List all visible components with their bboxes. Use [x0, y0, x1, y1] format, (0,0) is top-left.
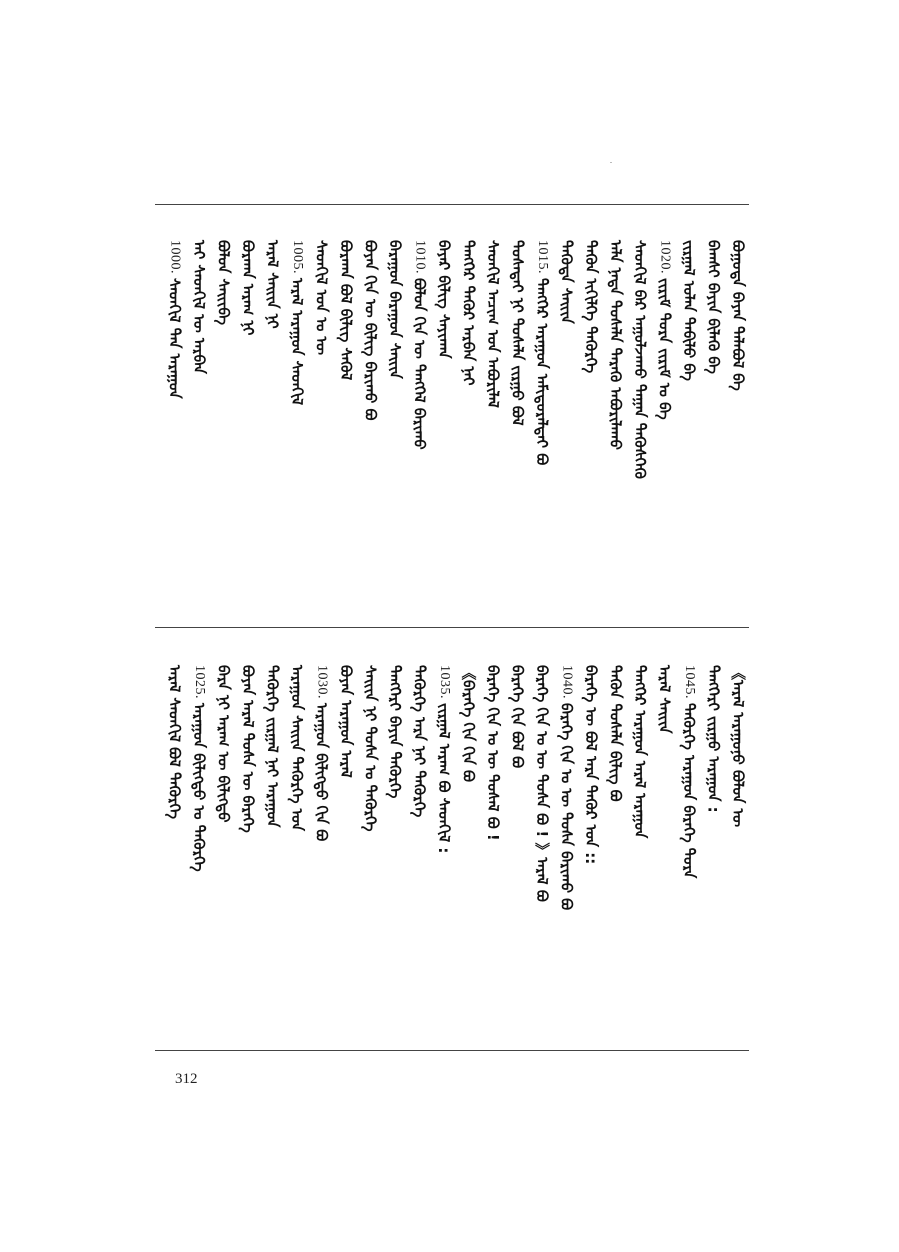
- verse-line: ᠲᠡᠩᠭᠡᠷ ᠲᠡᠭᠦᠷ ᠠᠷᠪᠠᠨ ᠨᠠᠢ: [459, 240, 478, 386]
- verse-line: ᠪᠤᠯᠤᠨ ᠰᠠᠢᠢᠪᠠ: [214, 240, 233, 326]
- verse-line: ᠠᠷᠠᠯ ᠰᠠᠢᠢᠨ: [655, 665, 674, 734]
- verse-line: ᠲᠤᠰᠠᠲᠠᠢ ᠨᠢ ᠲᠤᠰᠠᠯᠠ ᠵᠢᠷᠭᠤ ᠪᠣᠯ: [508, 240, 527, 426]
- verse-column-content: [363, 665, 379, 832]
- page-number: 312: [175, 1071, 198, 1087]
- verse-line: ᠰᠡᠳᠬᠢᠯ ᠠᠴᠢᠭ ᠤᠨ ᠠᠪᠤᠷᠢᠯᠠᠯ: [484, 240, 502, 408]
- verse-column-content: [510, 665, 526, 768]
- verse-column-content: [559, 240, 575, 324]
- upper-verse-block: [155, 240, 749, 620]
- line-number: 1015.: [535, 240, 550, 274]
- verse-column-content: [167, 240, 183, 399]
- verse-line: ᠪᠤᠶᠠᠨ ᠬᠢᠨ ᠦ ᠪᠢᠯᠢᠭ ᠪᠠᠷᠢᠬᠤ ᠪᠣ: [361, 240, 380, 421]
- verse-line: ᠪᠡᠷᠡᠭᠡ ᠦ ᠪᠣᠯ ᠠᠷᠠ ᠲᠡᠭᠦᠷ ᠤᠨ ::: [582, 665, 600, 865]
- verse-line: ᠪᠡᠷᠡᠭᠡ ᠬᠢᠨ ᠪᠣᠯ ᠪᠣ: [508, 665, 527, 769]
- verse-line: ᠠᠢ ᠰᠡᠳᠬᠢᠯ ᠦ ᠠᠷᠪᠠᠨ: [190, 240, 208, 374]
- verse-column-content: [191, 240, 207, 374]
- bottom-rule: [155, 1050, 749, 1051]
- verse-column-content: [289, 240, 305, 405]
- verse-column-content: [289, 665, 305, 831]
- line-number: 1025.: [192, 665, 207, 699]
- verse-line: ᠪᠠᠭᠰᠢ ᠪᠠᠶᠢᠨ ᠪᠢᠯᠡᠭᠦ ᠪᠡ: [704, 240, 723, 374]
- verse-column-content: [730, 240, 746, 391]
- verse-line: 《ᠪᠡᠷᠡᠭᠡ ᠬᠢᠨ ᠬᠢᠨ ᠪᠣ: [459, 665, 478, 782]
- verse-column-content: [608, 240, 624, 450]
- verse-column-content: [412, 240, 428, 450]
- verse-column-content: [338, 665, 354, 778]
- verse-column-content: [240, 665, 256, 833]
- verse-column-content: [632, 665, 648, 838]
- verse-column-content: [706, 240, 722, 374]
- verse-line: ᠲᠡᠭᠦᠨ ᠲᠤᠰᠠᠯᠠ ᠪᠢᠯᠢᠭ ᠪᠣ: [606, 665, 625, 802]
- verse-line: ᠵᠢᠷᠢᠮ ᠳᠤᠷᠠ ᠵᠢᠷᠢᠮ ᠤ ᠪᠡ: [655, 278, 674, 420]
- verse-line: ᠰᠡᠳᠬᠢᠯ ᠲᠡᠨ ᠠᠷᠠᠭᠤᠨ: [165, 278, 184, 399]
- verse-line: ᠪᠡᠷᠡᠭᠡ ᠬᠢᠨ ᠤ ᠦ ᠲᠤᠰᠠ ᠪᠣ ! 》ᠠᠷᠠᠯ ᠪᠣ: [533, 665, 551, 902]
- verse-column-content: [314, 665, 330, 841]
- verse-column-content: [485, 665, 501, 841]
- verse-column-content: [216, 665, 232, 823]
- verse-line: ᠠᠷᠠᠯ ᠠᠷᠠᠭᠤᠨ ᠰᠡᠳᠬᠢᠯ: [288, 278, 306, 406]
- verse-line: ᠪᠠᠶᠠᠷ ᠪᠢᠯᠢᠭ ᠰᠠᠶᠢᠬᠠᠨ: [435, 240, 453, 359]
- verse-column-content: [461, 240, 477, 386]
- verse-column-content: [510, 240, 526, 426]
- line-number: 1045.: [682, 665, 697, 699]
- verse-column-content: [240, 240, 256, 335]
- verse-line: ᠠᠷᠠᠭᠤᠨ ᠪᠢᠯᠢᠭᠲᠦ ᠬᠢᠨ ᠪᠣ: [312, 703, 331, 842]
- verse-line: ᠪᠡᠷᠡᠭᠡ ᠬᠢᠨ ᠤ ᠦ ᠲᠤᠰᠠ ᠪᠠᠷᠢᠬᠤ ᠪᠣ: [557, 703, 576, 911]
- verse-column-content: [338, 240, 354, 380]
- verse-line: ᠠᠷᠠᠭᠤᠨ ᠪᠢᠯᠢᠭᠲᠦ ᠤ ᠲᠡᠭᠦᠷᠭᠡ: [190, 703, 208, 872]
- verse-line: ᠵᠢᠷᠭᠠᠯ ᠠᠷᠠᠭ ᠪᠣ ᠰᠡᠳᠬᠢᠯ :: [435, 703, 453, 854]
- verse-column-content: [583, 665, 599, 864]
- verse-column-content: [191, 665, 207, 872]
- verse-column-content: [706, 665, 722, 813]
- verse-column-content: [167, 665, 183, 819]
- lower-verse-block: [155, 665, 749, 1045]
- verse-line: ᠲᠡᠭᠦᠷᠭᠡ ᠵᠢᠷᠭᠠᠯ ᠨᠠᠢ ᠠᠷᠠᠭᠤᠨ: [263, 665, 282, 828]
- verse-column-content: [534, 240, 550, 465]
- verse-column-content: [559, 665, 575, 910]
- verse-column-content: [583, 240, 599, 373]
- verse-column-content: [436, 665, 452, 853]
- verse-column-content: [657, 240, 673, 420]
- line-number: 1035.: [437, 665, 452, 699]
- verse-line: ᠪᠤᠶᠠᠨ ᠠᠷᠠᠯ ᠲᠤᠰᠠ ᠦ ᠪᠡᠷᠡᠭᠡ: [239, 665, 257, 833]
- verse-line: ᠲᠡᠩᠭᠡᠷᠢ ᠪᠠᠶᠢᠨ ᠲᠡᠭᠦᠷᠭᠡ: [386, 665, 404, 799]
- verse-column-content: [657, 665, 673, 734]
- verse-column-content: [314, 240, 330, 355]
- verse-line: ᠪᠤᠷᠬᠠᠨ ᠠᠷᠠᠭ ᠨᠢ: [239, 240, 257, 336]
- verse-line: ᠪᠠᠷᠠᠭᠤᠨ ᠪᠠᠷᠠᠭᠤᠨ ᠰᠠᠢᠢᠨ: [386, 240, 404, 379]
- verse-column-content: [436, 240, 452, 359]
- verse-line: ᠪᠤᠶᠠᠨ ᠠᠷᠠᠭᠤᠨ ᠠᠷᠠᠯ: [337, 665, 355, 778]
- line-number: 1040.: [559, 665, 575, 699]
- verse-line: ᠪᠣᠯᠤᠨ ᠬᠢᠨ ᠦ ᠲᠡᠩᠭᠡᠯ ᠪᠠᠷᠢᠬᠤ: [410, 278, 429, 450]
- verse-line: ᠲᠡᠩᠭᠡᠷ ᠠᠷᠠᠭᠤᠨ ᠠᠮᠢᠳᠤᠷᠠᠯᠲᠠᠢ ᠪᠣ: [533, 278, 551, 466]
- verse-line: ᠲᠡᠭᠦᠨ ᠢᠭᠢᠯᠭᠡ ᠲᠡᠭᠦᠷᠭᠡ: [582, 240, 600, 374]
- verse-column-content: [632, 240, 648, 479]
- verse-line: ᠠᠷᠠᠯ ᠰᠠᠢᠢᠨ ᠨᠢ: [263, 240, 282, 329]
- verse-line: ᠪᠠᠷᠠ ᠨᠢ ᠠᠷᠠᠭ ᠦ ᠪᠢᠯᠢᠭᠲᠦ: [214, 665, 233, 823]
- verse-column-content: [681, 240, 697, 381]
- middle-rule: [155, 627, 749, 628]
- verse-column-content: [387, 665, 403, 798]
- verse-line: ᠪᠡᠷᠡᠭᠡ ᠬᠢᠨ ᠤ ᠦ ᠲᠤᠰᠠᠯ ᠪᠣ !: [484, 665, 502, 841]
- verse-line: ᠰᠡᠳᠬᠢᠯ ᠪᠡᠷ ᠠᠭᠤᠯᠵᠠᠬᠤ ᠲᠠᠭᠠᠨ ᠲᠡᠭᠦᠰᠬᠡᠬᠦ: [631, 240, 649, 479]
- verse-column-content: [461, 665, 477, 782]
- verse-column-content: [730, 665, 746, 827]
- verse-line: ᠰᠠᠢᠢᠨ ᠨᠢ ᠲᠤᠰᠠ ᠤ ᠲᠡᠭᠦᠷᠭᠡ: [361, 665, 380, 832]
- verse-column-content: [534, 665, 550, 902]
- verse-column-content: [265, 240, 281, 329]
- verse-line: ᠲᠡᠭᠦᠷᠭᠡ ᠠᠷᠠᠭᠤᠨ ᠪᠡᠷᠡᠭᠡ ᠳᠤᠷᠠ: [680, 703, 698, 879]
- verse-line: ᠲᠡᠩᠭᠡᠷᠢ ᠵᠢᠷᠭᠤ ᠠᠷᠠᠭᠤᠨ :: [704, 665, 723, 813]
- verse-line: ᠲᠡᠭᠦᠳᠡ ᠰᠠᠢᠢᠨ: [557, 240, 576, 324]
- verse-column-content: [387, 240, 403, 379]
- verse-column-content: [681, 665, 697, 878]
- verse-line: ᠠᠯᠠ ᠨᠠᠳᠠ ᠲᠤᠰᠠᠯᠠ ᠲᠡᠷᠡᠭᠦ ᠠᠪᠤᠷᠢᠯᠠᠬᠤ: [606, 240, 625, 450]
- verse-column-content: [412, 665, 428, 817]
- line-number: 1010.: [412, 240, 428, 274]
- verse-line: ᠲᠡᠭᠦᠷᠭᠡ ᠠᠷᠠ ᠨᠠᠢ ᠲᠡᠭᠦᠷᠭᠡ: [410, 665, 429, 818]
- verse-line: 《ᠠᠷᠠᠯ ᠠᠷᠠᠭᠤᠨᠤ ᠪᠣᠯᠤᠨ ᠦ: [729, 665, 747, 828]
- verse-column-content: [216, 240, 232, 325]
- verse-line: ᠠᠷᠠᠭᠤᠨ ᠰᠠᠢᠢᠨ ᠲᠡᠭᠦᠷᠭᠡ ᠤᠨ: [288, 665, 306, 832]
- line-number: 1000.: [167, 240, 183, 274]
- line-number: 1020.: [657, 240, 673, 274]
- verse-line: ᠲᠡᠩᠭᠡᠷ ᠠᠷᠠᠭᠤᠨ ᠠᠷᠠᠯ ᠠᠷᠠᠭᠤᠨ: [631, 665, 649, 839]
- verse-line: ᠪᠣᠭᠤᠳᠠ ᠪᠠᠶᠠᠨ ᠲᠠᠯᠠᠪᠤᠯ ᠪᠡ: [729, 240, 747, 391]
- verse-line: ᠠᠷᠠᠯ ᠰᠡᠳᠬᠢᠯ ᠪᠣᠯ ᠲᠡᠭᠦᠷᠭᠡ: [165, 665, 184, 820]
- verse-column-content: [363, 240, 379, 420]
- verse-column-content: [265, 665, 281, 827]
- line-number: 1030.: [314, 665, 330, 699]
- verse-line: ᠪᠤᠷᠬᠠᠨ ᠪᠣᠯ ᠪᠢᠯᠢᠭ ᠰᠡᠭᠦᠯ: [337, 240, 355, 381]
- verse-column-content: [608, 665, 624, 802]
- top-rule: [155, 204, 749, 205]
- verse-column-content: [485, 240, 501, 408]
- verse-line: ᠵᠢᠷᠭᠠᠯ ᠣᠯᠠᠨ ᠲᠠᠪᠢᠯᠤ ᠪᠡ: [680, 240, 698, 381]
- line-number: 1005.: [290, 240, 305, 274]
- verse-line: ᠰᠡᠳᠬᠢᠯ ᠤᠨ ᠤ ᠦ: [312, 240, 331, 356]
- scan-speck: [610, 162, 612, 163]
